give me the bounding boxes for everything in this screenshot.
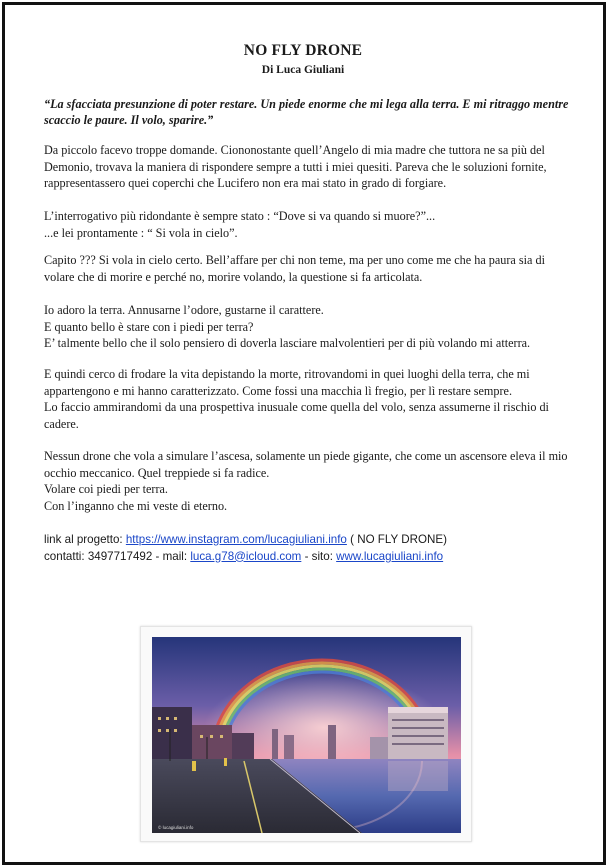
paragraph-line: Volare coi piedi per terra.: [44, 482, 168, 497]
paragraph-4: [44, 302, 574, 352]
project-link-line: [44, 532, 574, 549]
epigraph: “La sfacciata presunzione di poter restare. Un piede enorme che mi lega alla terra. E mi ritraggo mentre scaccio le paure. Il volo, sparire.”: [44, 97, 569, 127]
photo-print: [140, 626, 472, 842]
rainbow-photo: [152, 637, 461, 833]
project-link-label: link al progetto:: [44, 533, 126, 546]
website-link[interactable]: www.lucagiuliani.info: [336, 549, 444, 563]
paragraph-line: L’interrogativo più ridondante è sempre stato : “Dove si va quando si muore?”...: [44, 209, 436, 223]
paragraph-line: E quindi cerco di frodare la vita depistando la morte, ritrovandomi in quei luoghi della terra, che mi appartengono e mi hanno caratterizzato. Come fossi una macchia lì fregio, per lì restare sempre.: [44, 367, 530, 398]
paragraph-line: Lo faccio ammirandomi da una prospettiva inusuale come quella del volo, senza assumerne il rischio di cadere.: [44, 400, 549, 431]
contacts-line: [44, 549, 574, 566]
project-name-suffix: ( NO FLY DRONE): [346, 533, 447, 546]
instagram-link[interactable]: https://www.instagram.com/lucagiuliani.info: [125, 533, 347, 546]
paragraph-1: [44, 142, 574, 192]
paragraph-line: E’ talmente bello che il solo pensiero di doverla lasciare malvolentieri per di più volando mi atterra.: [44, 336, 531, 351]
paragraph-line: ...e lei prontamente : “ Si vola in cielo”.: [44, 225, 238, 240]
paragraph-line: Con l’inganno che mi veste di eterno.: [44, 498, 228, 513]
paragraph-3: [44, 252, 574, 285]
paragraph-6: [44, 448, 574, 514]
document-title: NO FLY DRONE: [243, 42, 363, 59]
photo-credit: © lucagiuliani.info: [158, 825, 194, 830]
author-line: Di Luca Giuliani: [261, 64, 345, 76]
contact-block: [44, 532, 574, 565]
paragraph-2: [44, 208, 574, 241]
site-label: - sito:: [301, 549, 337, 563]
paragraph-line: Capito ??? Si vola in cielo certo. Bell’affare per chi non teme, ma per uno come me che ha paura sia di volare che di morire e perché no, morire volando, la questione si fa articolata.: [44, 253, 545, 284]
paragraph-line: Io adoro la terra. Annusarne l’odore, gustarne il carattere.: [44, 303, 324, 317]
paragraph-line: E quanto bello è stare con i piedi per terra?: [44, 319, 254, 334]
email-link[interactable]: luca.g78@icloud.com: [190, 549, 302, 563]
paragraph-5: [44, 366, 574, 432]
contacts-label: contatti: 3497717492 - mail:: [44, 549, 191, 563]
paragraph-line: Nessun drone che vola a simulare l’ascesa, solamente un piede gigante, che come un ascensore eleva il mio occhio meccanico. Quel treppiede si fa radice.: [44, 449, 568, 480]
paragraph-line: Da piccolo facevo troppe domande. Ciononostante quell’Angelo di mia madre che tuttora ne sa più del Demonio, trovava la maniera di rispondere sempre a tutti i miei quesiti. Pareva che le soluzioni fornite, rappresentassero quei coperchi che Lucifero non era mai stato in grado di forgiare.: [44, 143, 547, 191]
